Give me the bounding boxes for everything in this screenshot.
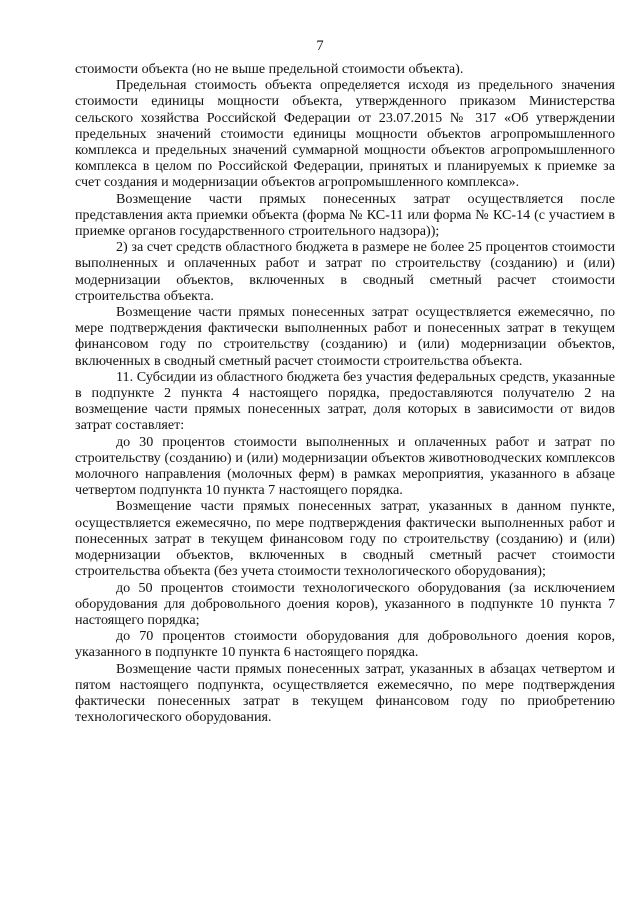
paragraph: до 50 процентов стоимости технологического оборудования (за исключением оборудования для добровольного доения коров), указанного в подпункте 10 пункта 7 настоящего порядка; (75, 579, 615, 628)
paragraph: Возмещение части прямых понесенных затрат осуществляется ежемесячно, по мере подтверждения фактически выполненных работ и понесенных затрат в текущем финансовом году по строительству (созданию) и (или) модернизации объектов, включенных в сводный сметный расчет стоимости строительства объекта. (75, 304, 615, 369)
paragraph: Возмещение части прямых понесенных затрат, указанных в данном пункте, осуществляется ежемесячно, по мере подтверждения фактически выполненных работ и понесенных затрат в текущем финансовом году по строительству (созданию) и (или) модернизации объектов, включенных в сводный сметный расчет стоимости строительства объекта (без учета стоимости технологического оборудования); (75, 498, 615, 580)
paragraph: 11. Субсидии из областного бюджета без участия федеральных средств, указанные в подпункте 2 пункта 4 настоящего порядка, предоставляются получателю 2 на возмещение части прямых понесенных затрат, доля которых в зависимости от видов затрат составляет: (75, 368, 615, 434)
paragraph: Предельная стоимость объекта определяется исходя из предельного значения стоимости единицы мощности объекта, утвержденного приказом Министерства сельского хозяйства Российской Федерации от 23.07.2015 № 317 «Об утверждении предельных значений стоимости единицы мощности объектов агропромышленного комплекса и предельных значений суммарной мощности объектов агропромышленного комплекса в целом по Российской Федерации, принятых и планируемых к приемке за счет создания и модернизации объектов агропромышленного комплекса». (75, 77, 615, 191)
paragraph: до 30 процентов стоимости выполненных и оплаченных работ и затрат по строительству (созданию) и (или) модернизации объектов животноводческих комплексов молочного направления (молочных ферм) в рамках мероприятия, указанного в абзаце четвертом подпункта 10 пункта 7 настоящего порядка. (75, 433, 615, 499)
paragraph: до 70 процентов стоимости оборудования для добровольного доения коров, указанного в подпункте 10 пункта 6 настоящего порядка. (75, 628, 615, 661)
page-number: 7 (316, 38, 324, 54)
paragraph: Возмещение части прямых понесенных затрат, указанных в абзацах четвертом и пятом настоящего подпункта, осуществляется ежемесячно, по мере подтверждения фактически понесенных затрат в текущем финансовом году по приобретению технологического оборудования. (75, 660, 615, 726)
paragraph: Возмещение части прямых понесенных затрат осуществляется после представления акта приемки объекта (форма № КС-11 или форма № КС-14 (с участием в приемке органов государственного строительного надзора)); (75, 190, 615, 240)
document-body (75, 61, 615, 725)
paragraph: 2) за счет средств областного бюджета в размере не более 25 процентов стоимости выполненных и оплаченных работ и затрат по строительству (созданию) и (или) модернизации объектов, включенных в сводный сметный расчет стоимости строительства объекта. (75, 239, 615, 304)
paragraph-continuation: стоимости объекта (но не выше предельной стоимости объекта). (75, 61, 464, 77)
